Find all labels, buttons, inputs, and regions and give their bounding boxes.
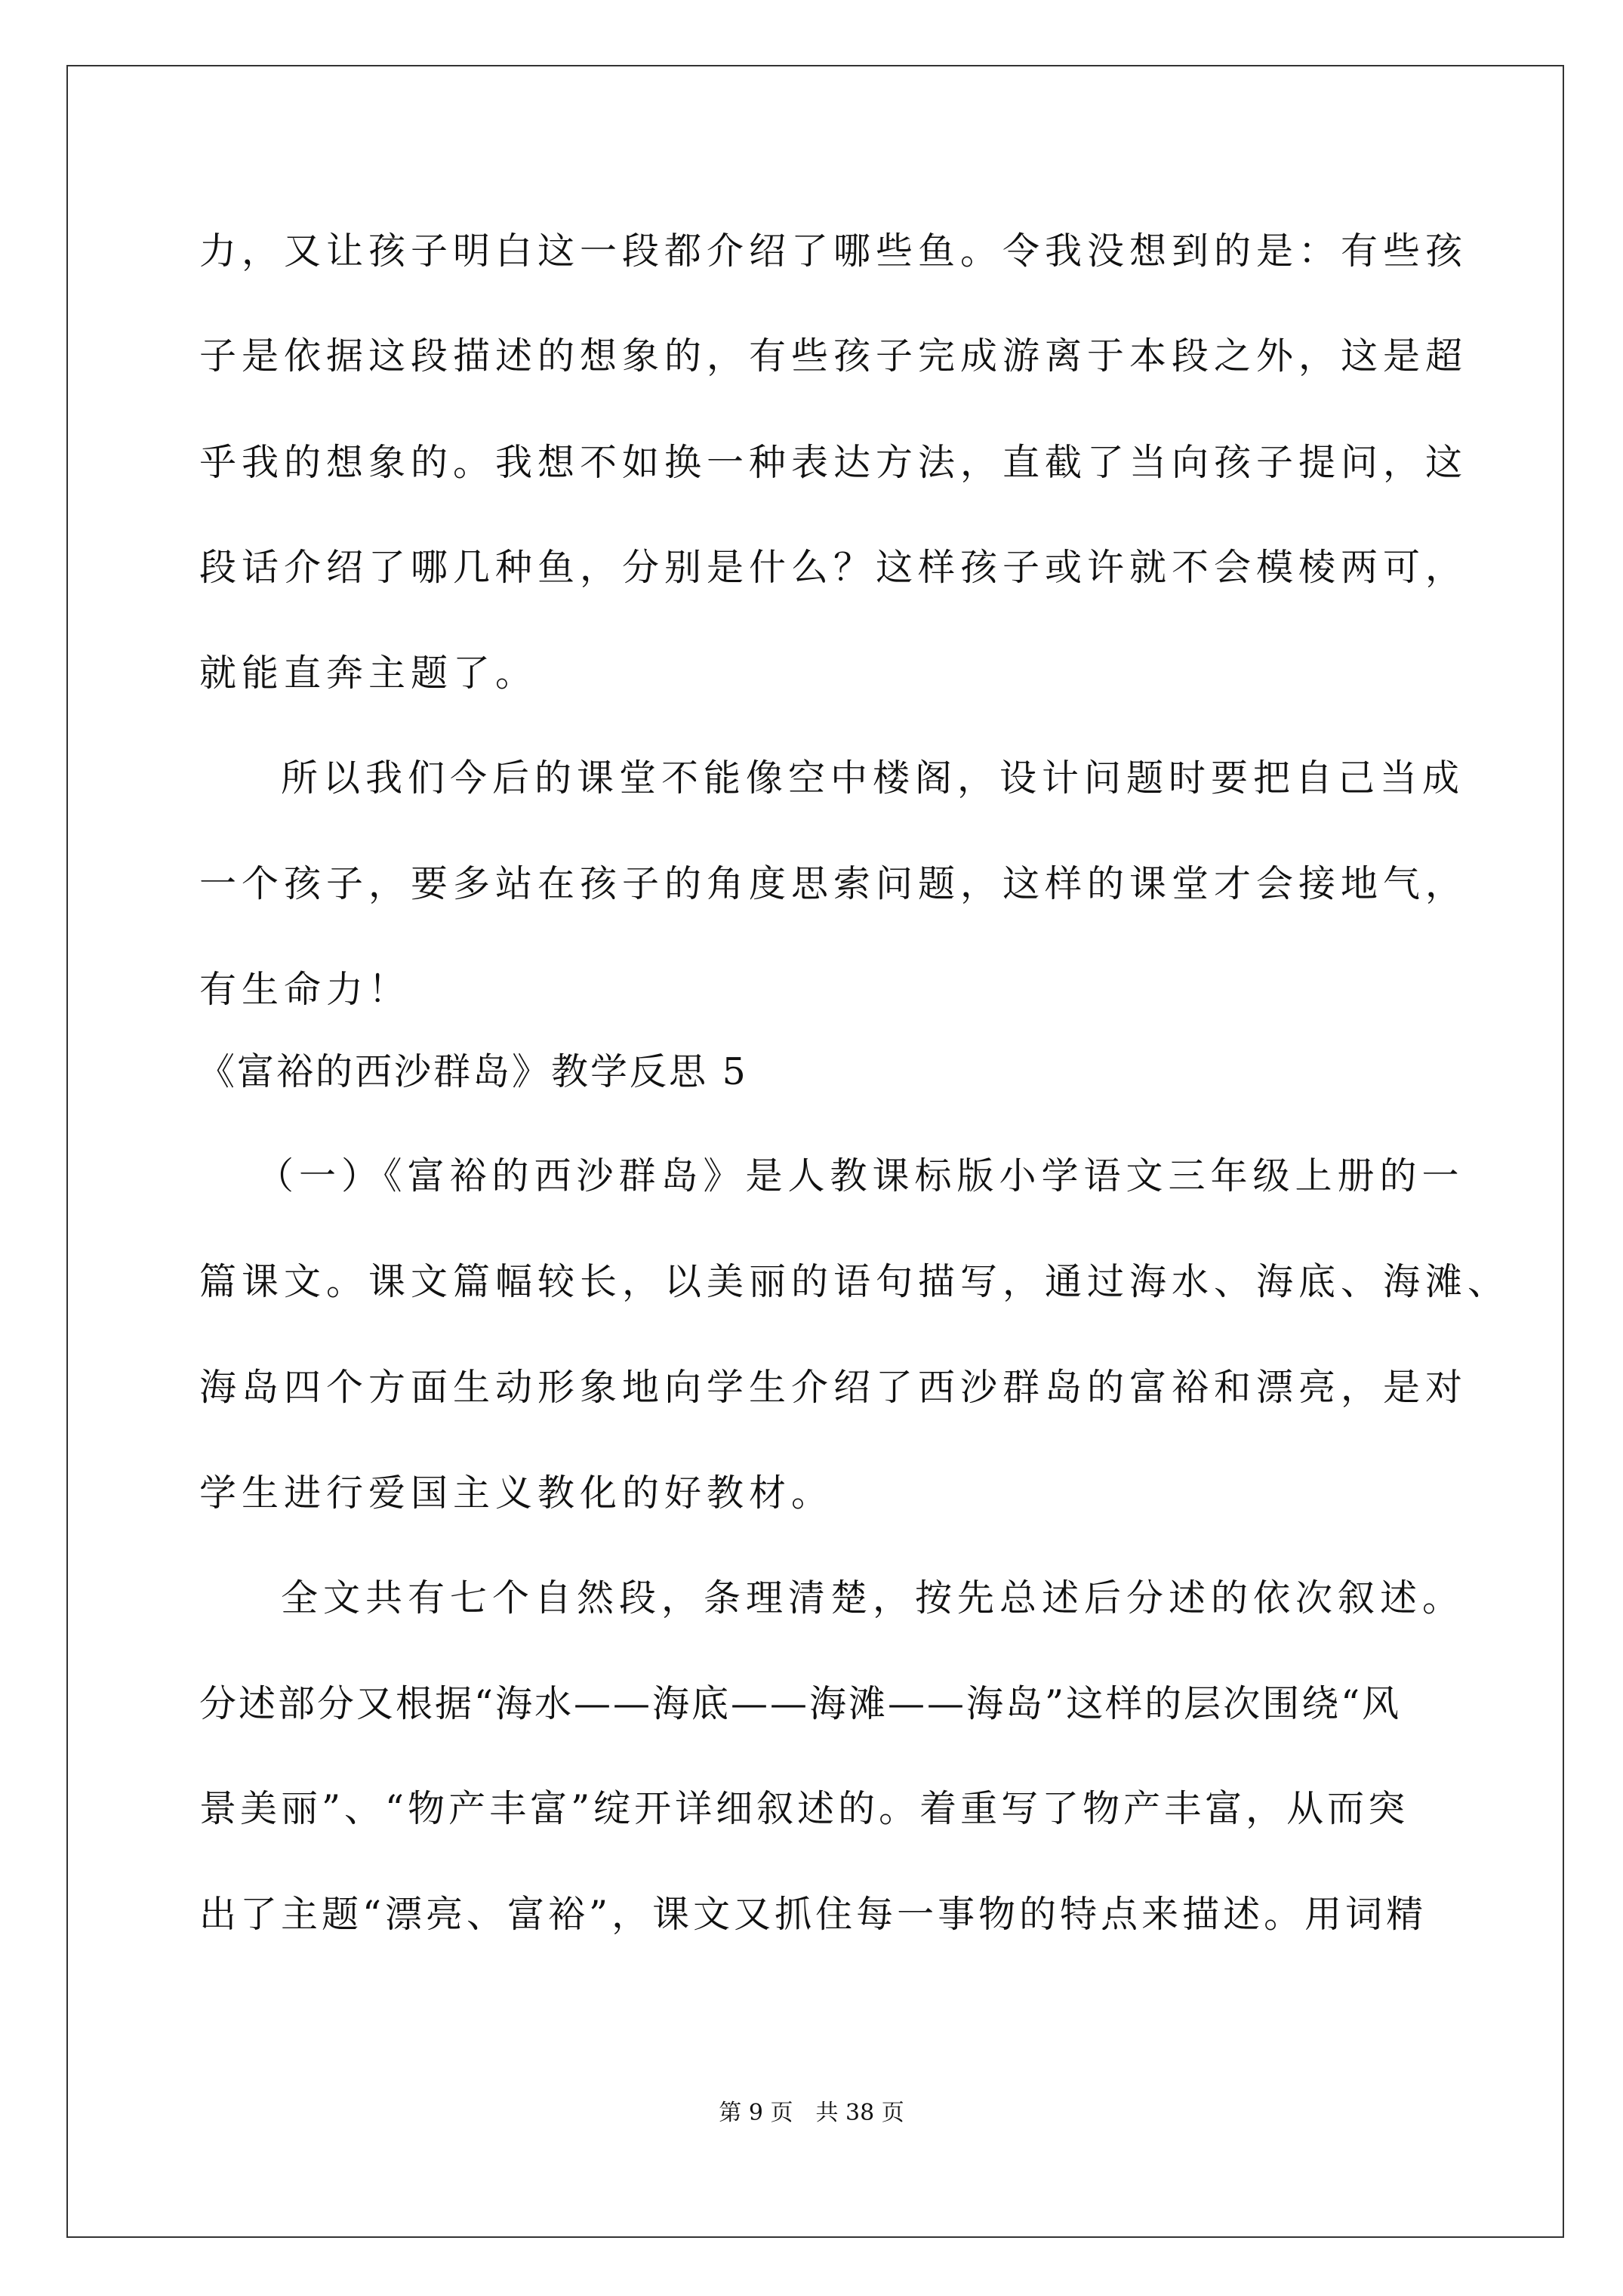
text-line: 学生进行爱国主义教化的好教材。 — [199, 1472, 834, 1515]
text-line: 段话介绍了哪几种鱼，分别是什么？这样孩子或许就不会模棱两可， — [199, 546, 1468, 589]
text-line: 一个孩子，要多站在孩子的角度思索问题，这样的课堂才会接地气， — [199, 862, 1468, 905]
text-line: 有生命力！ — [199, 968, 411, 1011]
text-line: 海岛四个方面生动形象地向学生介绍了西沙群岛的富裕和漂亮，是对 — [199, 1366, 1468, 1409]
paragraph-first-line: 全文共有七个自然段，条理清楚，按先总述后分述的依次叙述。 — [281, 1576, 1465, 1620]
text-line: 出了主题“漂亮、富裕”，课文又抓住每一事物的特点来描述。用词精 — [199, 1893, 1427, 1936]
text-line: 就能直奔主题了。 — [199, 652, 538, 695]
paragraph-first-line: 所以我们今后的课堂不能像空中楼阁，设计问题时要把自己当成 — [281, 757, 1465, 800]
page-footer: 第 9 页 共 38 页 — [719, 2100, 904, 2126]
paragraph-first-line: （一）《富裕的西沙群岛》是人教课标版小学语文三年级上册的一 — [257, 1154, 1464, 1197]
text-line: 乎我的想象的。我想不如换一种表达方法，直截了当向孩子提问，这 — [199, 441, 1468, 484]
text-line: 力，又让孩子明白这一段都介绍了哪些鱼。令我没想到的是：有些孩 — [199, 230, 1468, 273]
text-line: 景美丽”、“物产丰富”绽开详细叙述的。着重写了物产丰富，从而突 — [199, 1787, 1409, 1830]
text-line: 分述部分又根据“海水——海底——海滩——海岛”这样的层次围绕“风 — [199, 1682, 1402, 1725]
section-heading: 《富裕的西沙群岛》教学反思 5 — [198, 1050, 748, 1093]
text-line: 篇课文。课文篇幅较长，以美丽的语句描写，通过海水、海底、海滩、 — [199, 1260, 1511, 1303]
text-line: 子是依据这段描述的想象的，有些孩子完成游离于本段之外，这是超 — [199, 334, 1468, 378]
